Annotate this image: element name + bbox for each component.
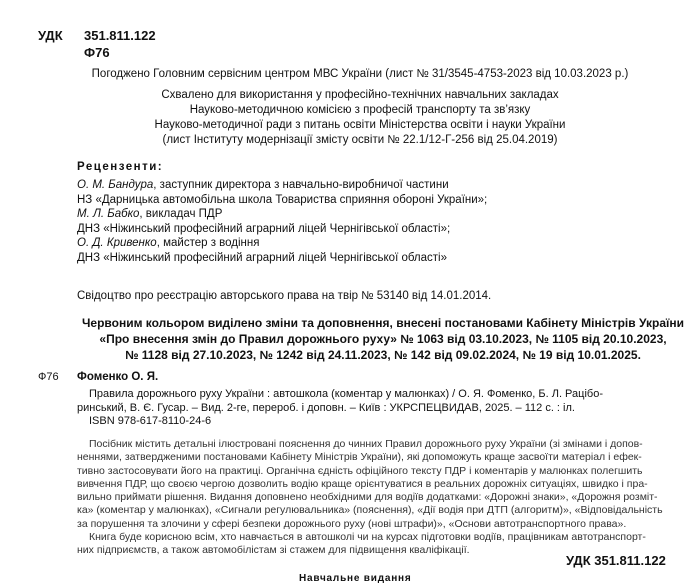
annotation-line: них підприємств, а також автомобілістам зі стажем для підвищення кваліфікації. <box>77 544 470 557</box>
reviewer-name: О. М. Бандура <box>77 179 154 191</box>
reviewer-line <box>77 193 487 208</box>
changes-note-line: № 1128 від 27.10.2023, № 1242 від 24.11.2023, № 142 від 09.02.2024, № 19 від 10.01.2025. <box>125 348 641 362</box>
annotation-line: ка» (коментар у малюнках), «Сигнали регулювальника» (пояснення), «Дії водія при ДТП (алгоритм)», «Відповідальність <box>77 504 663 517</box>
reviewer-role: , майстер з водіння <box>156 237 260 250</box>
annotation-line: вильно приймати рішення. Видання доповнено необхідними для водіїв додатками: «Дорожні знаки», «Дорожня розміт- <box>77 491 658 504</box>
udk-number: 351.811.122 <box>84 28 156 43</box>
changes-note-line: Червоним кольором виділено зміни та доповнення, внесені постановами Кабінету Міністрів України <box>81 316 684 330</box>
udk-footer: УДК 351.811.122 <box>566 553 666 568</box>
approval-line: Науково-методичної ради з питань освіти Міністерства освіти і науки України <box>154 119 566 131</box>
approval-block <box>40 88 680 148</box>
biblio-line: Правила дорожнього руху України : автошкола (коментар у малюнках) / О. Я. Фоменко, Б. Л. Рацібо- <box>89 388 603 400</box>
biblio-code: Ф76 <box>38 371 59 383</box>
reviewer-line <box>77 178 487 193</box>
annotation-line: Книга буде корисною всім, хто навчається в автошколі чи на курсах підготовки водіїв, працівникам автотранспорт- <box>89 531 646 544</box>
biblio-line: ринський, В. Є. Гусар. – Вид. 2-ге, перероб. і доповн. – Київ : УКРСПЕЦВИДАВ, 2025. – 112 с. : іл. <box>77 402 575 414</box>
reviewer-org: ДНЗ «Ніжинський професійний аграрний ліцей Чернігівської області» <box>77 251 447 264</box>
annotation-line: тивно застосовувати його на практиці. Органічна єдність офіційного тексту ПДР і коментарів у малюнках полегшить <box>77 464 643 477</box>
reviewer-line <box>77 222 487 237</box>
edition-label: Навчальне видання <box>299 573 412 584</box>
biblio-author: Фоменко О. Я. <box>77 371 159 383</box>
annotation-line: Посібник містить детальні ілюстровані пояснення до чинних Правил дорожнього руху України (зі змінами і допов- <box>89 438 643 450</box>
reviewer-line <box>77 236 487 251</box>
agreed-line: Погоджено Головним сервісним центром МВС України (лист № 31/3545-4753-2023 від 10.03.2023 р.) <box>91 68 629 80</box>
author-code: Ф76 <box>84 45 110 60</box>
reviewer-role: , викладач ПДР <box>139 208 223 221</box>
reviewer-role: , заступник директора з навчально-виробничої частини <box>153 179 449 191</box>
annotation-line: вивчення ПДР, що своєю чергою дозволить водію краще орієнтуватися в реальних дорожніх ситуаціях, швидко і пра- <box>77 477 648 490</box>
reviewer-line <box>77 207 487 222</box>
annotation-line: неннями, затвердженими постановами Кабінету Міністрів України), які допоможуть краще засвоїти матеріал і ефек- <box>77 451 642 464</box>
reviewer-name: О. Д. Кривенко <box>77 237 157 250</box>
reviewers-title: Рецензенти: <box>77 161 164 173</box>
reviewer-line <box>77 251 487 266</box>
annotation-line: за порушення та злочини у сфері безпеки дорожнього руху (нові штрафи)», «Основи автотранспортного права». <box>77 517 627 530</box>
biblio-description <box>77 387 682 415</box>
reviewer-name: М. Л. Бабко <box>77 208 140 221</box>
reviewers-list <box>77 178 487 266</box>
changes-note-line: «Про внесення змін до Правил дорожнього руху» № 1063 від 03.10.2023, № 1105 від 20.10.2023, <box>99 332 667 346</box>
udk-label: УДК <box>38 28 63 43</box>
annotation <box>77 438 682 558</box>
approval-line: Науково-методичною комісією з професій транспорту та зв’язку <box>189 104 531 116</box>
approval-line: (лист Інституту модернізації змісту освіти № 22.1/12-Г-256 від 25.04.2019) <box>162 134 558 146</box>
copyright-certificate: Свідоцтво про реєстрацію авторського права на твір № 53140 від 14.01.2014. <box>77 290 492 302</box>
reviewer-org: ДНЗ «Ніжинський професійний аграрний ліцей Чернігівської області»; <box>77 222 451 235</box>
isbn: ISBN 978-617-8110-24-6 <box>89 415 212 427</box>
changes-note <box>77 315 689 363</box>
reviewer-org: НЗ «Дарницька автомобільна школа Товариства сприяння обороні України»; <box>77 193 488 206</box>
approval-line: Схвалено для використання у професійно-технічних навчальних закладах <box>161 89 559 101</box>
